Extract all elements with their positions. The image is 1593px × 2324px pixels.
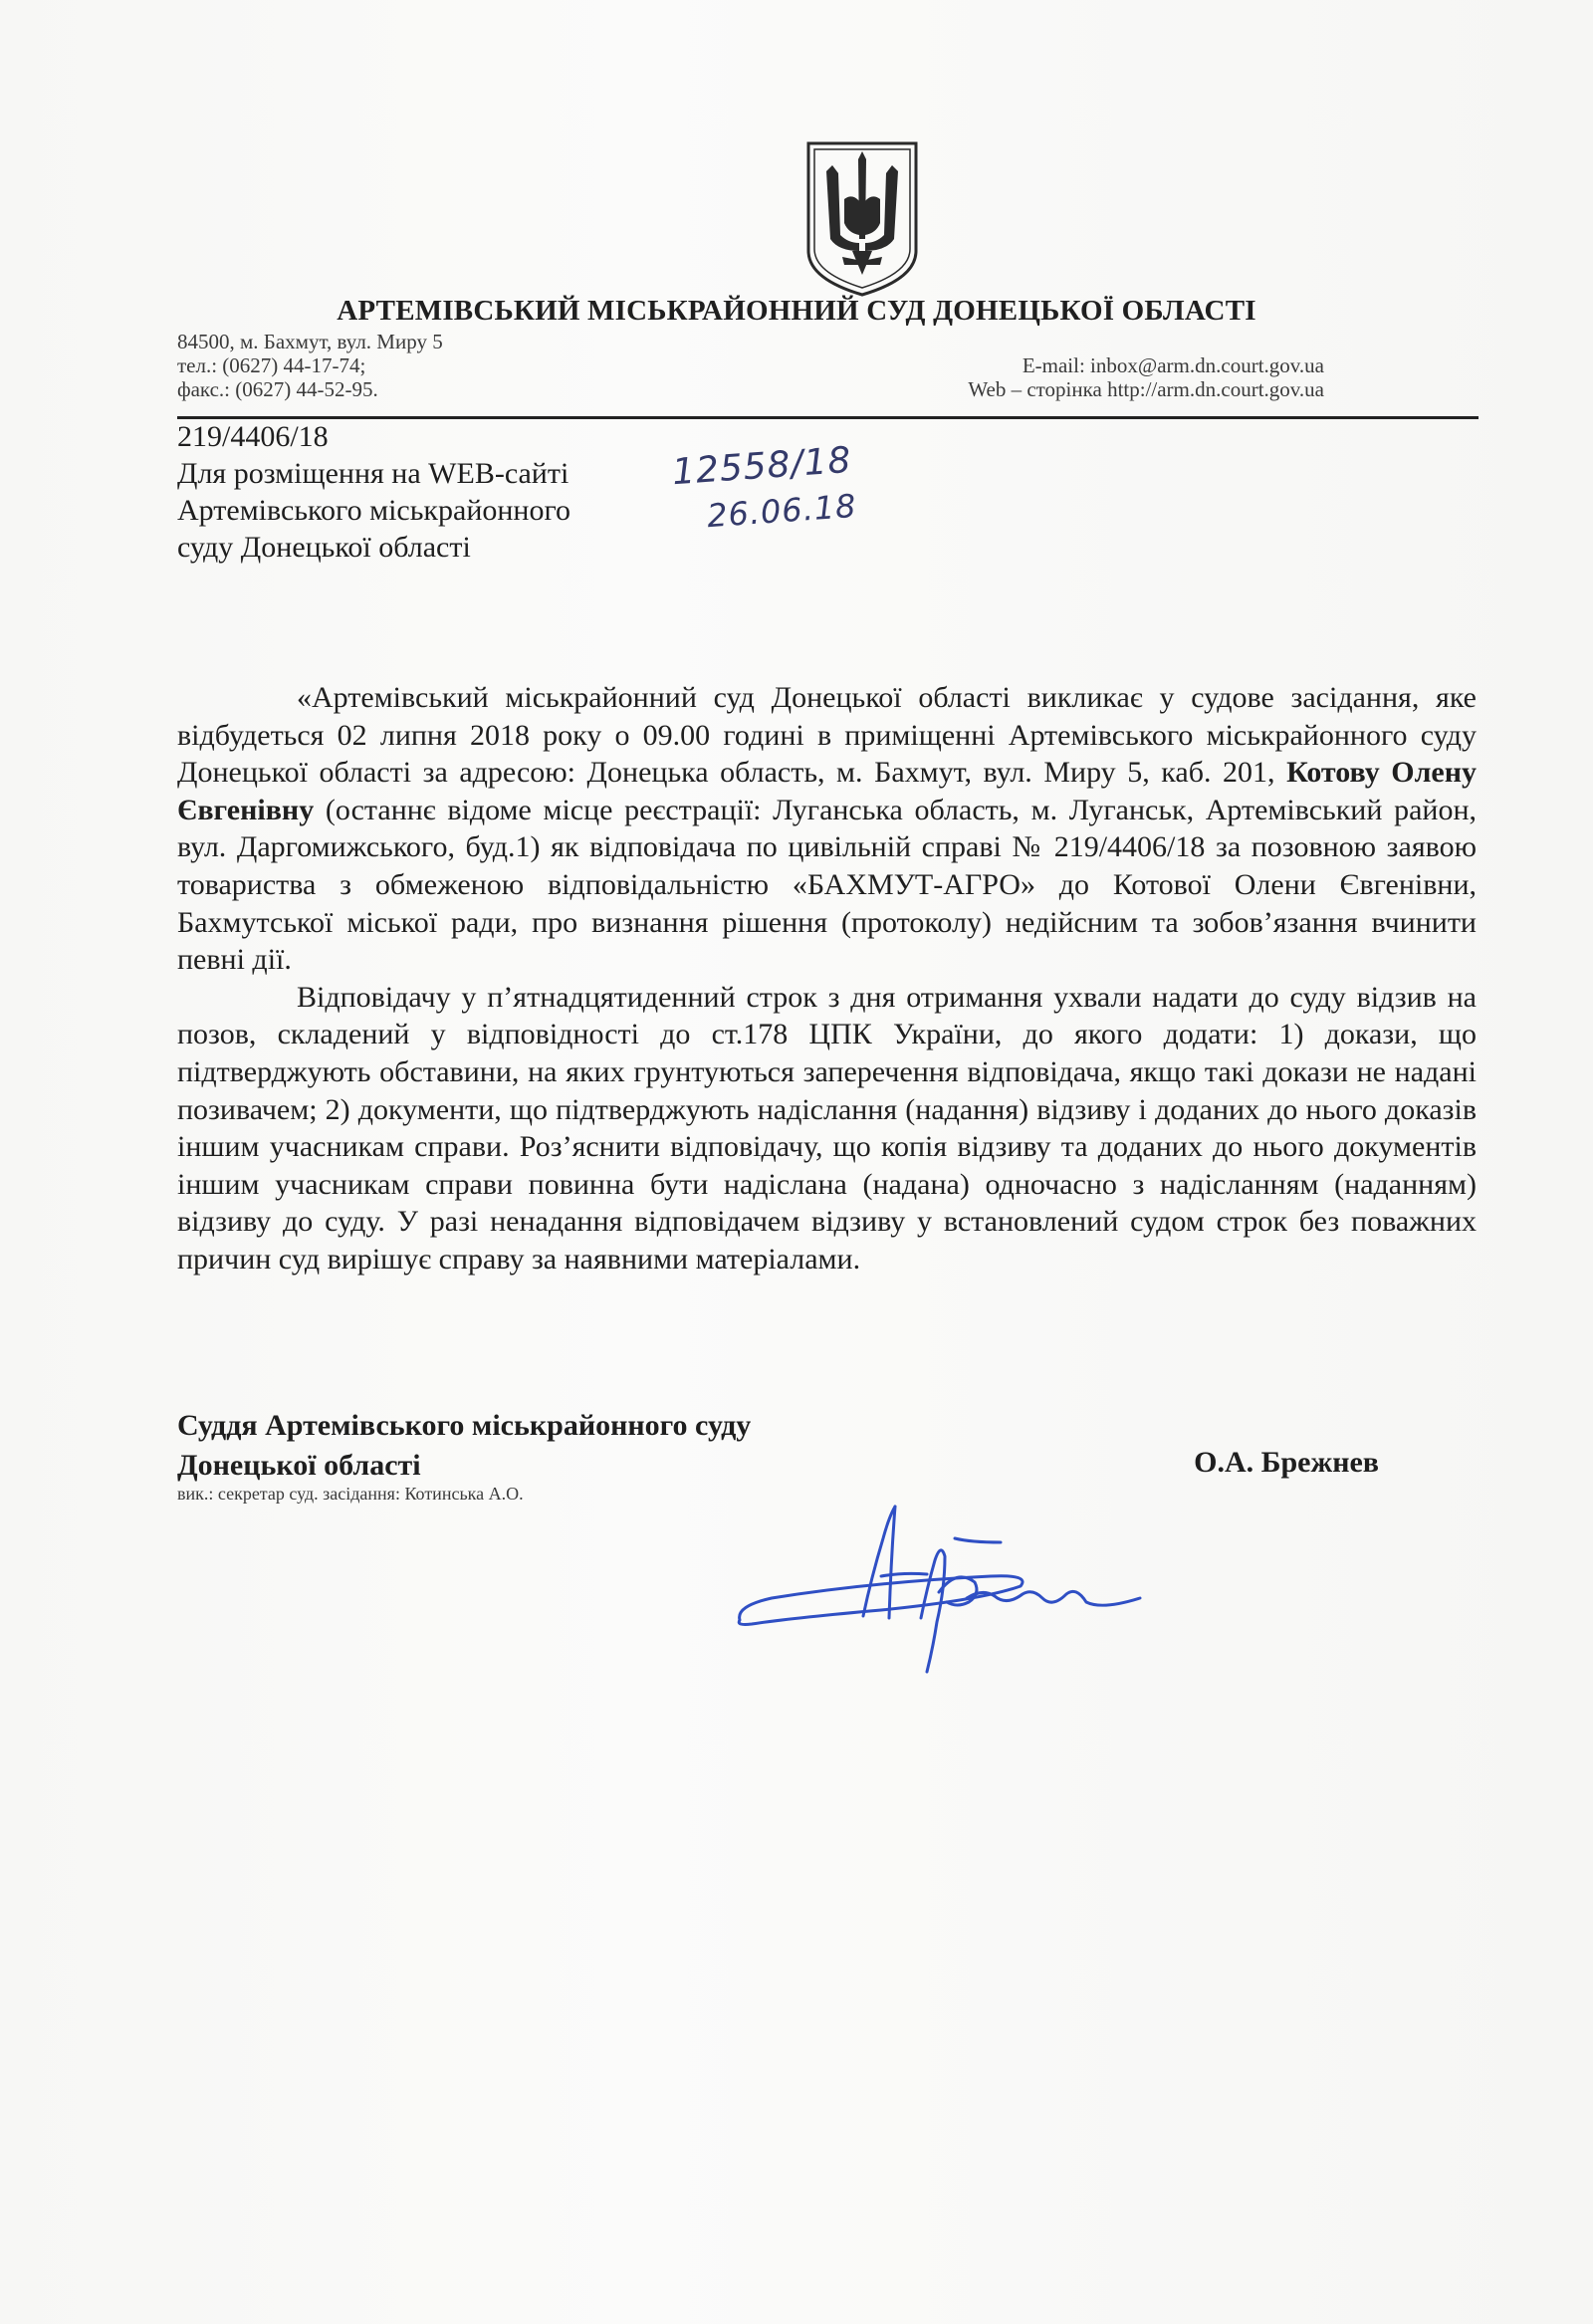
case-number: 219/4406/18 <box>177 420 329 453</box>
recipient-line-2: Артемівського міськрайонного <box>177 494 571 527</box>
court-address: 84500, м. Бахмут, вул. Миру 5 <box>177 330 443 353</box>
handwritten-registration-date: 26.06.18 <box>705 486 858 536</box>
recipient-line-3: суду Донецької області <box>177 531 471 564</box>
court-fax: факс.: (0627) 44-52-95. <box>177 377 378 401</box>
judge-title-block <box>177 1406 751 1486</box>
defendant-name: Котову Олену Євгенівну <box>177 756 1478 826</box>
notice-paragraph-1: «Артемівський міськрайонний суд Донецької області викликає у судове засідання, яке відбудеться 02 липня 2018 року о 09.00 годині в приміщенні Артемівського міськрайонного суду Донецької області за адресою: Донецька область, м. Бахмут, вул. Миру 5, каб. 201, Котову Олену Євгенівну (останнє відоме місце реєстрації: Луганська область, м. Луганськ, Артемівський район, вул. Даргомижського, буд.1) як відповідача по цивільній справі № 219/4406/18 за позовною заявою товариства з обмеженою відповідальністю «БАХМУТ-АГРО» до Котової Олени Євгенівни, Бахмутської міської ради, про визнання рішення (протоколу) недійсним та зобов’язання вчинити певні дії. <box>177 681 1478 977</box>
court-phone: тел.: (0627) 44-17-74; <box>177 353 366 377</box>
handwritten-registration-number: 12558/18 <box>670 439 853 494</box>
notice-paragraph-2: Відповідачу у п’ятнадцятиденний строк з дня отримання ухвали надати до суду відзив на позов, складений у відповідності до ст.178 ЦПК України, до якого додати: 1) докази, що підтверджують обставини, на яких грунтуються заперечення відповідача, якщо такі докази не надані позивачем; 2) документи, що підтверджують надіслання (надання) відзиву і доданих до нього доказів іншим учасникам справи. Роз’яснити відповідачу, що копія відзиву та доданих до нього документів іншим учасникам справи повинна бути надіслана (надана) одночасно з надісланням (наданням) відзиву до суду. У разі ненадання відповідачем відзиву у встановлений судом строк без поважних причин суд вирішує справу за наявними матеріалами. <box>177 980 1477 1276</box>
recipient-line-1: Для розміщення на WEB-сайті <box>177 457 569 490</box>
court-contacts-right <box>968 353 1324 401</box>
recipient-block <box>177 418 570 566</box>
judge-name: О.А. Брежнев <box>1194 1446 1379 1479</box>
judge-title-line-1: Суддя Артемівського міськрайонного суду <box>177 1409 752 1442</box>
notice-body <box>177 679 1477 1278</box>
court-contacts-left <box>177 330 443 401</box>
judge-title-line-2: Донецької області <box>177 1449 421 1482</box>
court-website: Web – сторінка http://arm.dn.court.gov.ua <box>968 377 1324 401</box>
trident-coat-of-arms-icon <box>802 139 922 299</box>
handwritten-signature <box>732 1499 1150 1678</box>
court-name-heading: АРТЕМІВСЬКИЙ МІСЬКРАЙОННИЙ СУД ДОНЕЦЬКОЇ ОБЛАСТІ <box>337 295 1256 327</box>
court-email: E-mail: inbox@arm.dn.court.gov.ua <box>1022 353 1324 377</box>
executor-note: вик.: секретар суд. засідання: Котинська А.О. <box>177 1484 524 1504</box>
